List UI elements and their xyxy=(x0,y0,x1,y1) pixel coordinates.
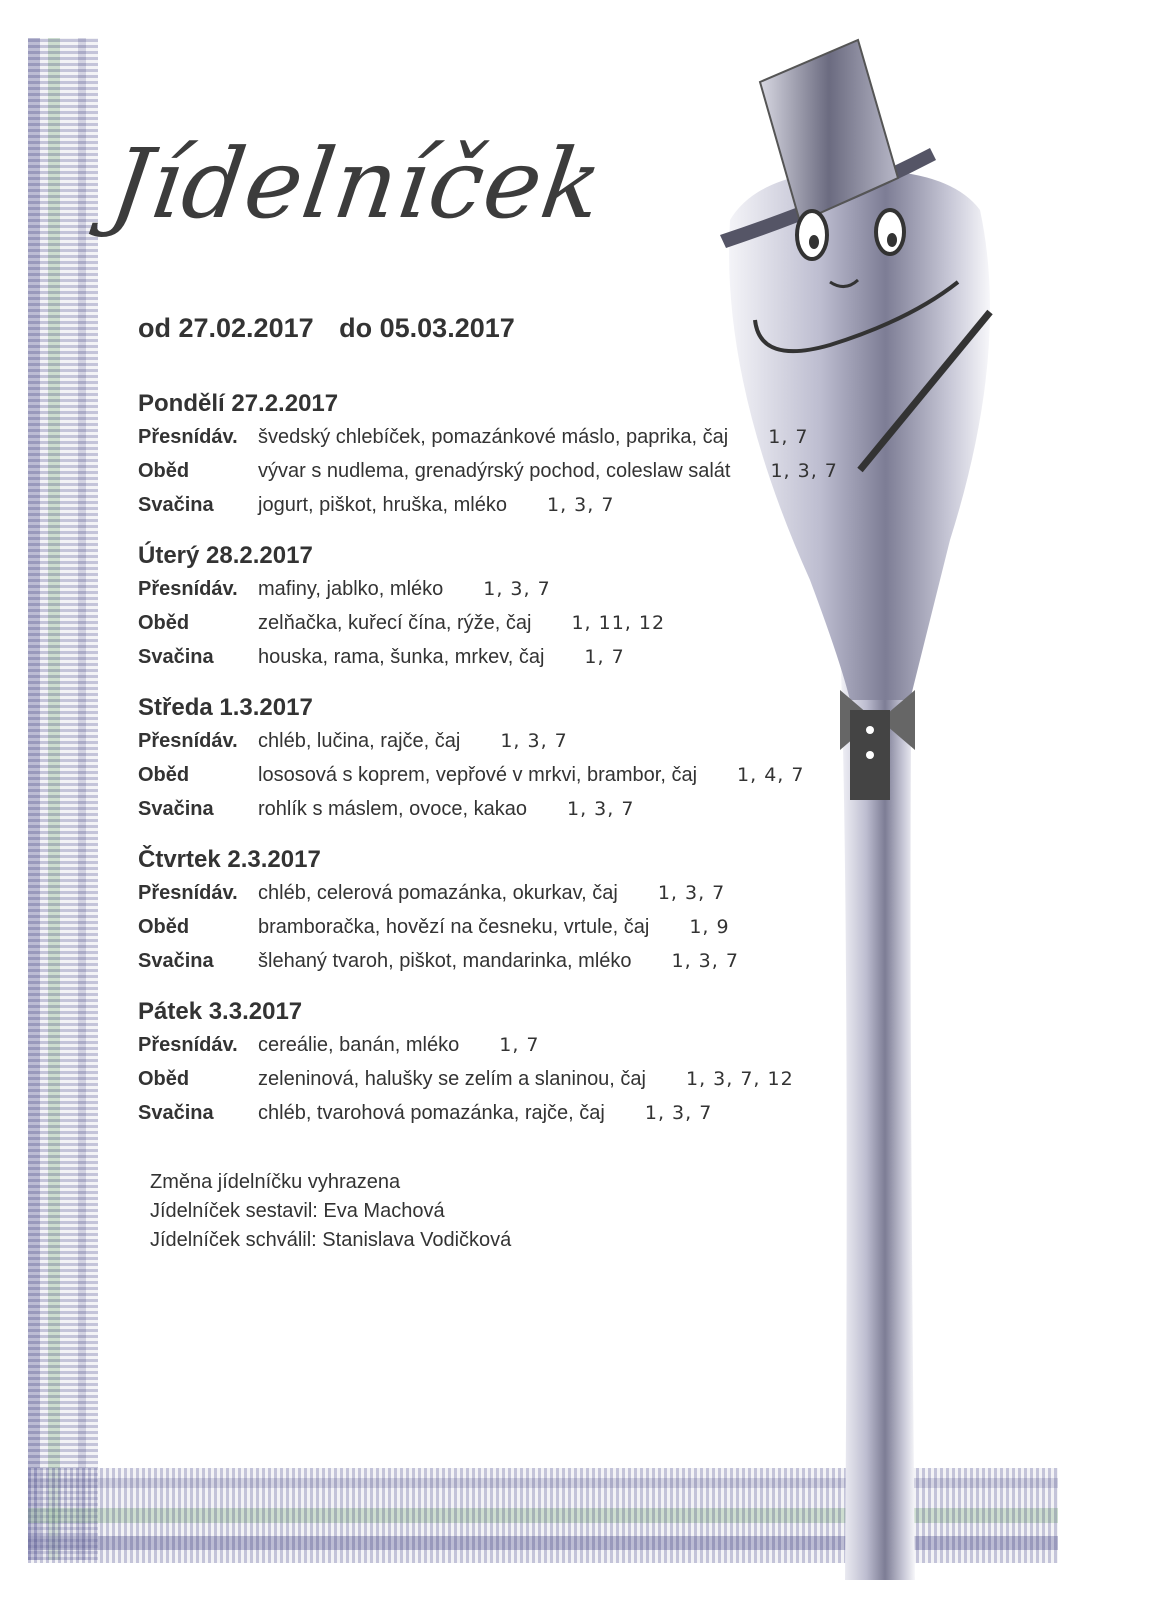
meal-food: rohlík s máslem, ovoce, kakao xyxy=(258,798,527,820)
meal-allergens: 1, 7 xyxy=(499,1034,540,1056)
meal-food: šlehaný tvaroh, piškot, mandarinka, mléko xyxy=(258,950,632,972)
day-title: Středa 1.3.2017 xyxy=(138,694,313,721)
meal-allergens: 1, 9 xyxy=(689,916,730,938)
meal-row xyxy=(138,426,878,460)
meal-allergens: 1, 3, 7 xyxy=(483,578,551,600)
meal-food: cereálie, banán, mléko xyxy=(258,1034,460,1056)
meal-label: Svačina xyxy=(138,494,214,516)
meal-food: bramboračka, hovězí na česneku, vrtule, čaj xyxy=(258,916,650,938)
meal-label: Svačina xyxy=(138,950,214,972)
date-from: od 27.02.2017 xyxy=(138,313,314,343)
meal-row xyxy=(138,916,878,950)
meal-label: Svačina xyxy=(138,646,214,668)
meal-label: Přesnídáv. xyxy=(138,426,238,448)
day-title: Čtvrtek 2.3.2017 xyxy=(138,846,321,873)
meal-label: Oběd xyxy=(138,916,190,938)
day-friday xyxy=(138,998,878,1136)
meal-row xyxy=(138,764,878,798)
meal-row xyxy=(138,646,878,680)
meal-row xyxy=(138,494,878,528)
meal-allergens: 1, 3, 7 xyxy=(770,460,838,482)
meal-food: zelňačka, kuřecí čína, rýže, čaj xyxy=(258,612,532,634)
menu-change-note: Změna jídelníčku vyhrazena xyxy=(150,1171,401,1193)
day-title: Úterý 28.2.2017 xyxy=(138,542,313,569)
meal-allergens: 1, 3, 7, 12 xyxy=(686,1068,794,1090)
meal-allergens: 1, 3, 7 xyxy=(671,950,739,972)
meal-row xyxy=(138,578,878,612)
meal-label: Oběd xyxy=(138,612,190,634)
composed-by: Jídelníček sestavil: Eva Machová xyxy=(150,1200,445,1222)
meal-label: Přesnídáv. xyxy=(138,730,238,752)
meal-food: zeleninová, halušky se zelím a slaninou, čaj xyxy=(258,1068,646,1090)
meal-label: Přesnídáv. xyxy=(138,578,238,600)
date-to: do 05.03.2017 xyxy=(339,313,515,343)
meal-row xyxy=(138,1068,878,1102)
meal-allergens: 1, 3, 7 xyxy=(547,494,615,516)
day-title: Pátek 3.3.2017 xyxy=(138,998,303,1025)
meal-label: Svačina xyxy=(138,798,214,820)
page-title: Jídelníček xyxy=(104,128,610,240)
meal-food: vývar s nudlema, grenadýrský pochod, coleslaw salát xyxy=(258,460,731,482)
woven-border-left xyxy=(28,38,98,1560)
date-range xyxy=(138,313,515,344)
meal-allergens: 1, 3, 7 xyxy=(567,798,635,820)
meal-food: mafiny, jablko, mléko xyxy=(258,578,444,600)
meal-food: chléb, celerová pomazánka, okurkav, čaj xyxy=(258,882,618,904)
meal-label: Oběd xyxy=(138,1068,190,1090)
meal-allergens: 1, 3, 7 xyxy=(500,730,568,752)
meal-label: Přesnídáv. xyxy=(138,882,238,904)
day-thursday xyxy=(138,846,878,984)
footer-notes xyxy=(150,1168,511,1255)
day-monday xyxy=(138,390,878,528)
meal-row xyxy=(138,1102,878,1136)
meal-food: jogurt, piškot, hruška, mléko xyxy=(258,494,507,516)
meal-allergens: 1, 4, 7 xyxy=(737,764,805,786)
meal-row xyxy=(138,882,878,916)
meal-label: Oběd xyxy=(138,764,190,786)
day-wednesday xyxy=(138,694,878,832)
meal-allergens: 1, 7 xyxy=(768,426,809,448)
meal-label: Přesnídáv. xyxy=(138,1034,238,1056)
meal-food: houska, rama, šunka, mrkev, čaj xyxy=(258,646,545,668)
meal-food: lososová s koprem, vepřové v mrkvi, brambor, čaj xyxy=(258,764,698,786)
meal-food: chléb, tvarohová pomazánka, rajče, čaj xyxy=(258,1102,605,1124)
meal-row xyxy=(138,460,878,494)
meal-label: Oběd xyxy=(138,460,190,482)
meal-allergens: 1, 7 xyxy=(584,646,625,668)
meal-label: Svačina xyxy=(138,1102,214,1124)
meal-row xyxy=(138,730,878,764)
approved-by: Jídelníček schválil: Stanislava Vodičková xyxy=(150,1229,512,1251)
meal-row xyxy=(138,612,878,646)
weekly-menu xyxy=(138,390,878,1150)
meal-food: švedský chlebíček, pomazánkové máslo, paprika, čaj xyxy=(258,426,729,448)
meal-row xyxy=(138,1034,878,1068)
day-tuesday xyxy=(138,542,878,680)
meal-row xyxy=(138,950,878,984)
meal-allergens: 1, 11, 12 xyxy=(571,612,666,634)
meal-row xyxy=(138,798,878,832)
meal-allergens: 1, 3, 7 xyxy=(657,882,726,904)
day-title: Pondělí 27.2.2017 xyxy=(138,390,339,417)
meal-food: chléb, lučina, rajče, čaj xyxy=(258,730,461,752)
meal-allergens: 1, 3, 7 xyxy=(644,1102,713,1124)
